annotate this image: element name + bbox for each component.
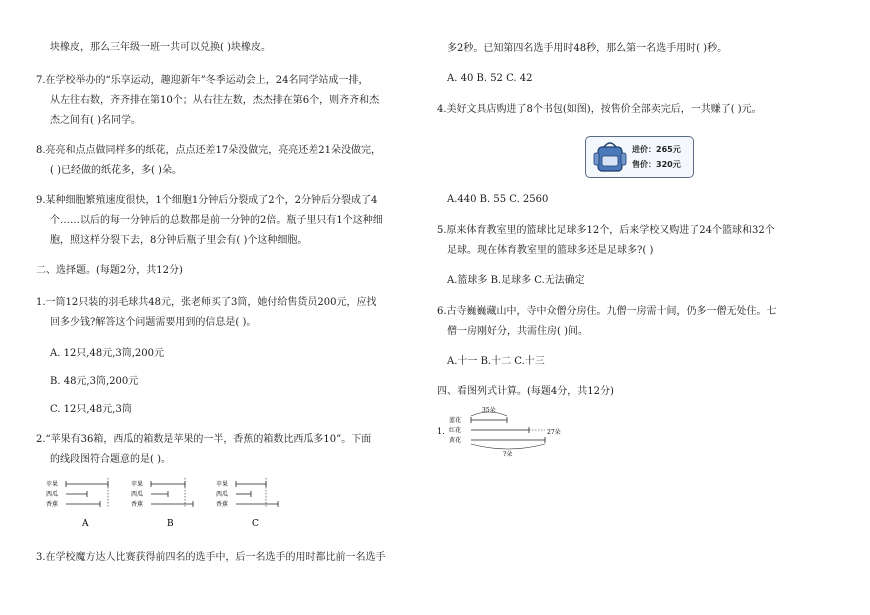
svg-text:苹果: 苹果 — [216, 481, 229, 488]
left-text-line: 杰之间有( )名同学。 — [50, 115, 141, 126]
diagram-row-label-apple: 苹果 — [46, 481, 59, 488]
figure-label-top: 35朵 — [482, 407, 496, 414]
flower-segment-figure — [437, 406, 597, 458]
right-text-line: 4.美好文具店购进了8个书包(如图)，按售价全部卖完后，一共赚了( )元。 — [437, 104, 762, 115]
diagram-row-label-watermelon: 西瓜 — [46, 491, 59, 498]
figure-label-bottom: ?朵 — [503, 451, 513, 458]
diagram-option-a — [46, 478, 108, 529]
cost-price: 进价：265元 — [632, 145, 681, 154]
svg-text:香蕉: 香蕉 — [131, 501, 144, 508]
right-text-line: 5.原来体育教室里的篮球比足球多12个，后来学校又购进了24个篮球和32个 — [437, 225, 775, 236]
left-text-line: 胞，照这样分裂下去，8分钟后瓶子里会有( )个这种细胞。 — [50, 235, 308, 246]
left-text-line: B. 48元,3筒,200元 — [50, 376, 139, 387]
right-text-line: A. 40 B. 52 C. 42 — [447, 73, 533, 84]
right-text-line: 6.古寺巍巍藏山中，寺中众僧分房住。九僧一房需十间，仍多一僧无处住。七 — [437, 306, 777, 317]
diagram-option-c — [216, 478, 278, 529]
right-text-line: 多2秒。已知第四名选手用时48秒，那么第一名选手用时( )秒。 — [447, 43, 728, 54]
diagram-option-label-a: A — [82, 519, 89, 529]
svg-text:西瓜: 西瓜 — [216, 491, 229, 498]
schoolbag-price-card — [585, 136, 694, 178]
left-text-line: 8.亮亮和点点做同样多的纸花，点点还差17朵没做完，亮亮还差21朵没做完， — [36, 145, 381, 156]
right-text-line: A.十一 B.十二 C.十三 — [447, 356, 545, 367]
segment-diagram-options — [46, 478, 306, 538]
right-text-line: A.篮球多 B.足球多 C.无法确定 — [447, 275, 585, 286]
right-text-line: 僧一房刚好分，共需住房( )间。 — [447, 326, 588, 337]
left-text-line: C. 12只,48元,3筒 — [50, 404, 132, 415]
left-text-line: 二、选择题。(每题2分，共12分) — [36, 265, 183, 276]
left-text-line: 个……以后的每一分钟后的总数都是前一分钟的2倍。瓶子里只有1个这种细 — [50, 215, 383, 226]
left-text-line: 7.在学校举办的“乐享运动，趣迎新年”冬季运动会上，24名同学站成一排， — [36, 75, 369, 86]
right-text-line: 四、看图列式计算。(每题4分，共12分) — [437, 386, 614, 397]
right-text-line: A.440 B. 55 C. 2560 — [447, 194, 549, 205]
figure-number: 1. — [437, 427, 445, 436]
left-text-line: 回多少钱?解答这个问题需要用到的信息是( )。 — [50, 317, 257, 328]
selling-price: 售价：320元 — [632, 160, 681, 169]
diagram-option-label-b: B — [167, 519, 174, 529]
figure-row-label-red: 红花 — [449, 427, 462, 434]
left-text-line: 1.一筒12只装的羽毛球共48元，张老师买了3筒，她付给售货员200元，应找 — [36, 297, 377, 308]
left-text-line: ( )已经做的纸花多，多( )朵。 — [50, 165, 182, 176]
diagram-option-label-c: C — [252, 519, 259, 529]
figure-row-label-blue: 蓝花 — [449, 417, 462, 424]
left-text-line: 块橡皮，那么三年级一班一共可以兑换( )块橡皮。 — [50, 42, 271, 53]
figure-label-right: 27朵 — [547, 429, 561, 436]
figure-row-label-yellow: 黄花 — [449, 437, 462, 444]
left-text-line: 2.“苹果有36箱，西瓜的箱数是苹果的一半，香蕉的箱数比西瓜多10”。下面 — [36, 434, 372, 445]
right-text-line: 足球。现在体育教室里的篮球多还是足球多?( ) — [447, 245, 654, 256]
svg-text:香蕉: 香蕉 — [216, 501, 229, 508]
schoolbag-icon — [590, 139, 630, 175]
left-text-line: 9.某种细胞繁殖速度很快，1个细胞1分钟后分裂成了2个，2分钟后分裂成了4 — [36, 195, 378, 206]
diagram-row-label-banana: 香蕉 — [46, 501, 59, 508]
svg-text:西瓜: 西瓜 — [131, 491, 144, 498]
svg-text:苹果: 苹果 — [131, 481, 144, 488]
left-text-line: 的线段图符合题意的是( )。 — [50, 454, 171, 465]
left-text-line: 3.在学校魔方达人比赛获得前四名的选手中，后一名选手的用时都比前一名选手 — [36, 552, 386, 563]
diagram-option-b — [131, 478, 193, 529]
left-text-line: 从左往右数，齐齐排在第10个；从右往左数，杰杰排在第6个，则齐齐和杰 — [50, 95, 380, 106]
left-text-line: A. 12只,48元,3筒,200元 — [50, 348, 165, 359]
